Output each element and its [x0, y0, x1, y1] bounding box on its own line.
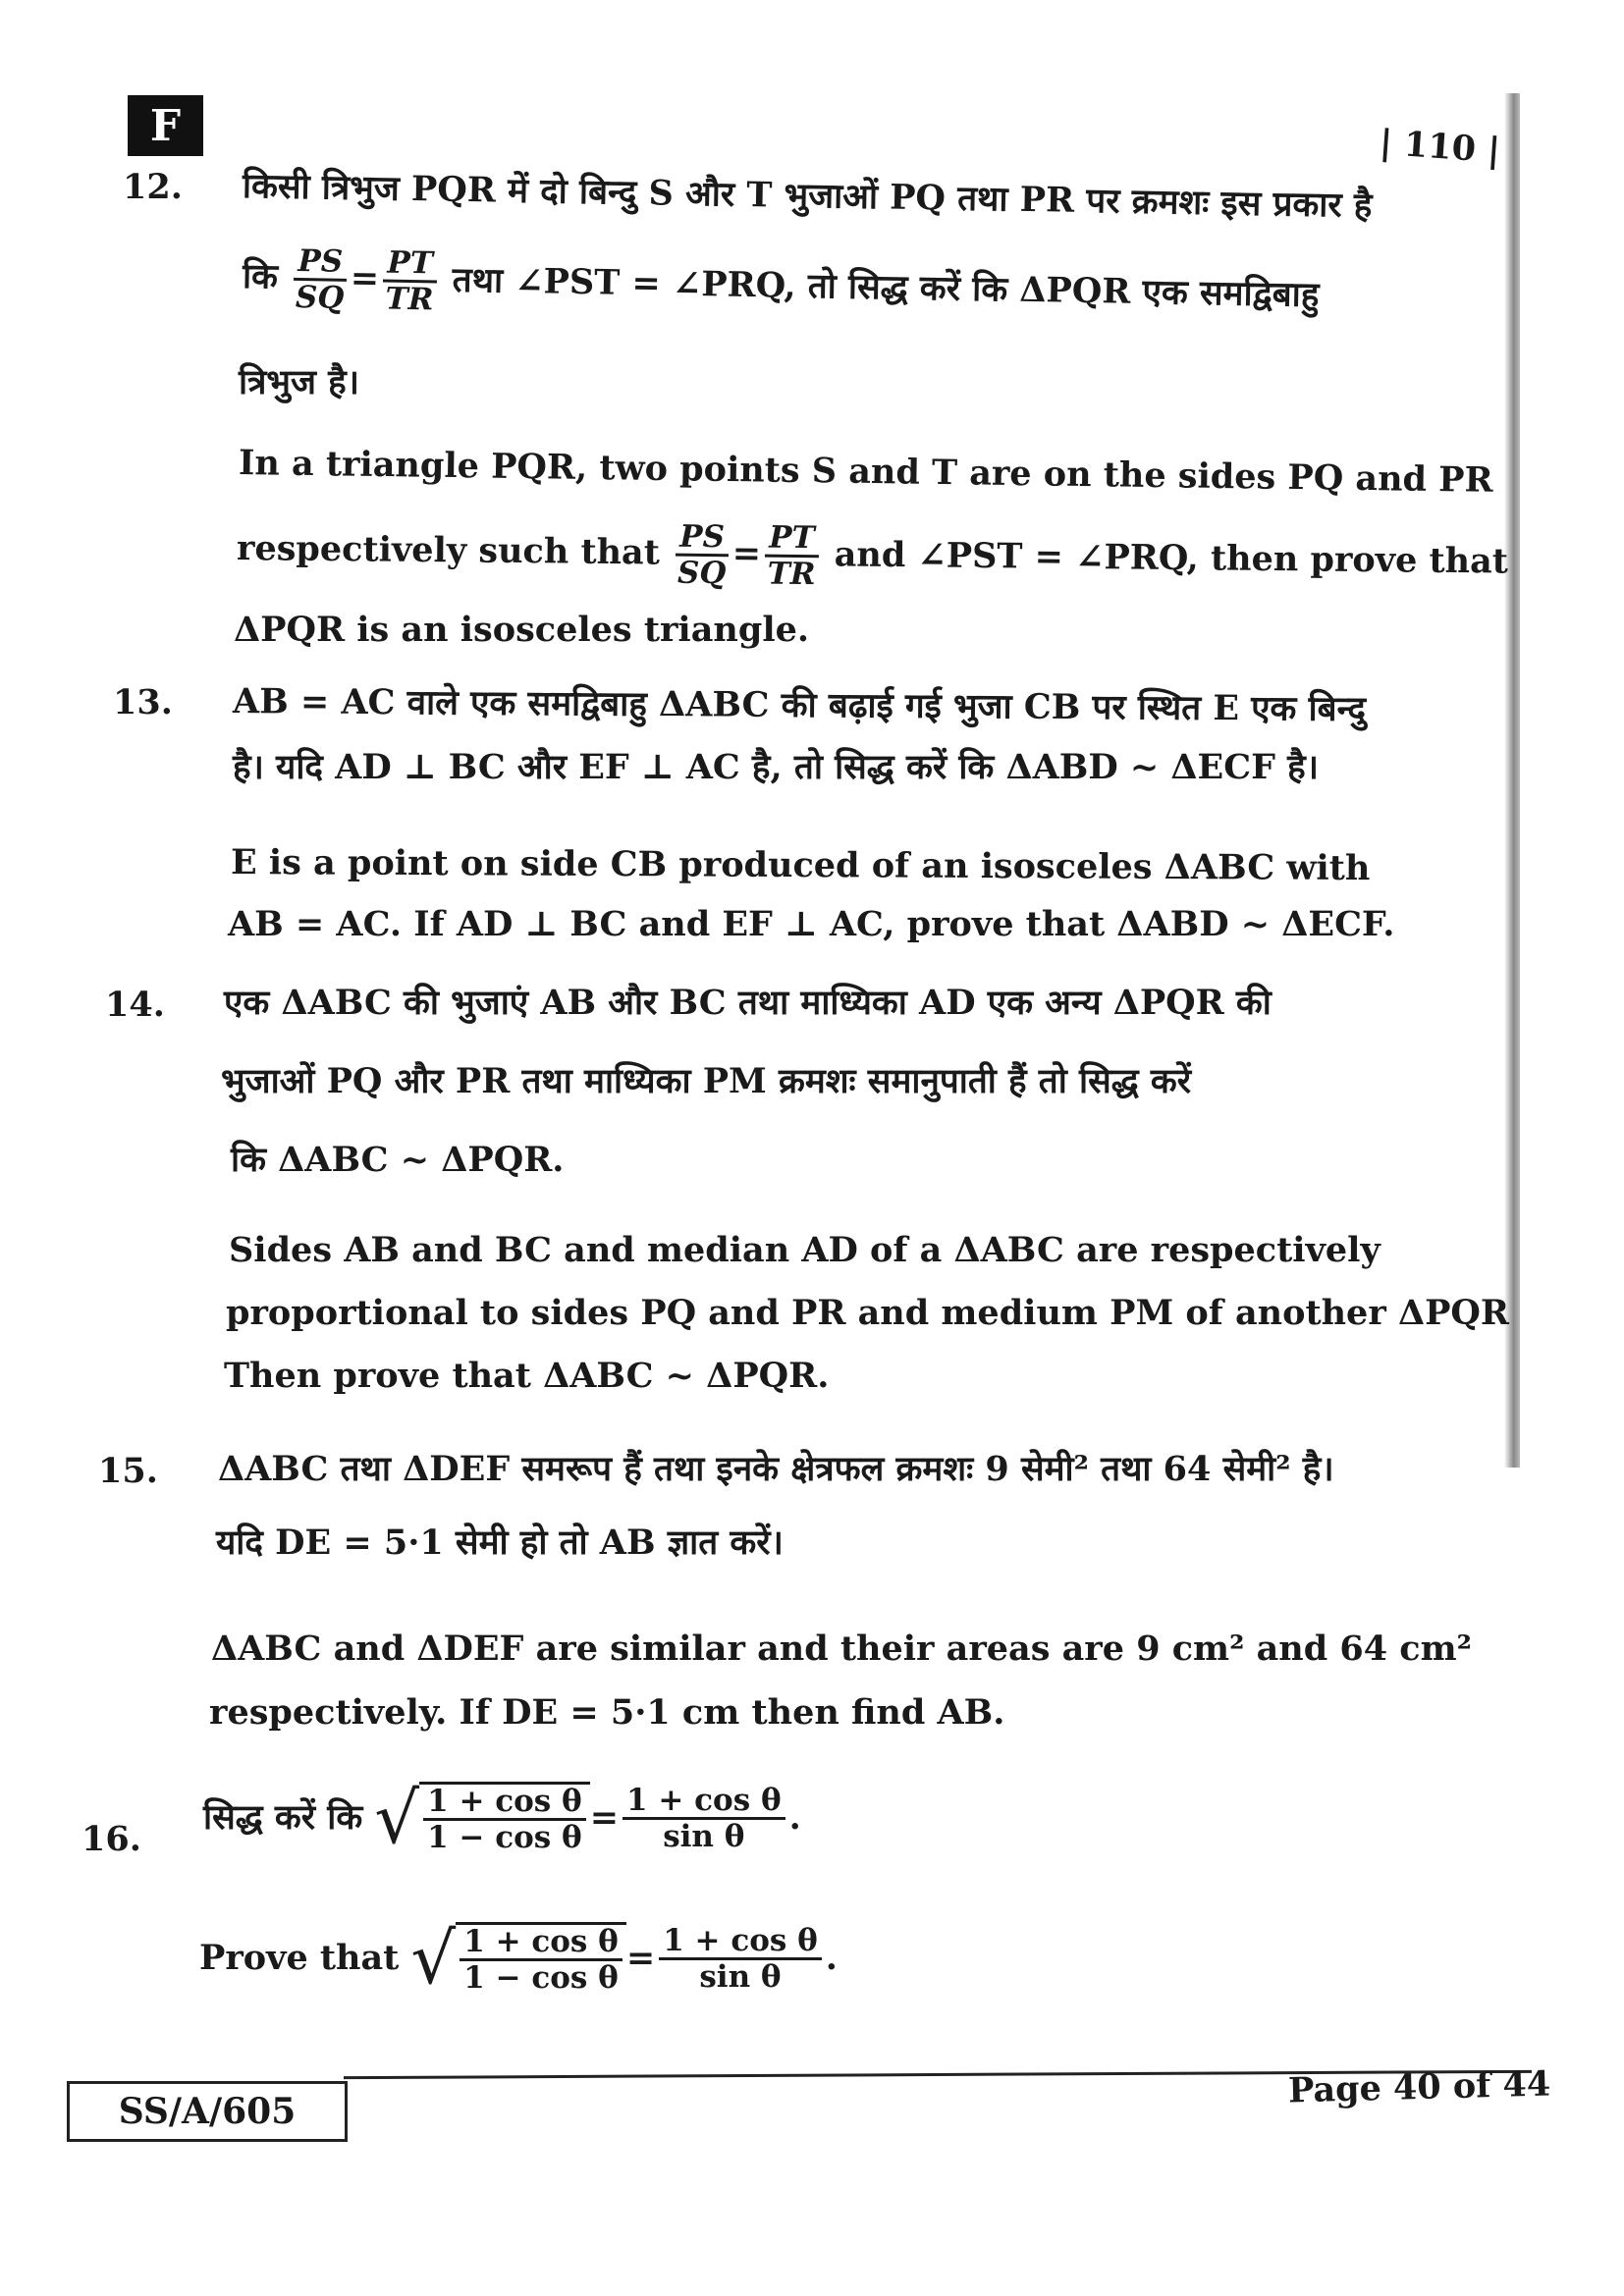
equals: =	[625, 1938, 656, 1978]
text: Prove that	[199, 1938, 400, 1978]
numerator: PS	[676, 520, 729, 558]
q13-hindi-line1: AB = AC वाले एक समद्विबाहु ΔABC की बढ़ाई गई भुजा CB पर स्थित E एक बिन्दु	[232, 681, 1367, 730]
q12-english-line2	[237, 515, 1509, 599]
text: कि	[242, 256, 279, 297]
q14-english-line2: proportional to sides PQ and PR and medium PM of another ΔPQR	[226, 1293, 1509, 1333]
question-number: 15.	[98, 1451, 158, 1491]
q13-english-line2: AB = AC. If AD ⊥ BC and EF ⊥ AC, prove that ΔABD ~ ΔECF.	[228, 904, 1395, 944]
question-number: 13.	[113, 682, 173, 722]
q14-english-line3: Then prove that ΔABC ~ ΔPQR.	[224, 1356, 830, 1396]
denominator: sin θ	[699, 1958, 782, 1995]
fraction	[765, 521, 819, 592]
q14-hindi-line2: भुजाओं PQ और PR तथा माध्यिका PM क्रमशः समानुपाती हैं तो सिद्ध करें	[221, 1061, 1192, 1101]
numerator: PT	[765, 521, 819, 559]
denominator: SQ	[295, 279, 345, 316]
text: सिद्ध करें कि	[203, 1797, 363, 1838]
denominator: TR	[767, 556, 816, 593]
fraction	[659, 1924, 822, 1994]
fraction	[676, 520, 729, 591]
q14-english-line1: Sides AB and BC and median AD of a ΔABC are respectively	[229, 1230, 1380, 1270]
question-number: 16.	[81, 1819, 141, 1859]
q16-english	[199, 1917, 838, 2000]
q12-hindi-line1: किसी त्रिभुज PQR में दो बिन्दु S और T भुजाओं PQ तथा PR पर क्रमशः इस प्रकार है	[242, 166, 1373, 227]
q12-hindi-line3: त्रिभुज है।	[239, 362, 359, 402]
page-number: Page 40 of 44	[1287, 2063, 1551, 2111]
q13-english-line1: E is a point on side CB produced of an isosceles ΔABC with	[230, 842, 1371, 889]
fraction	[294, 244, 348, 315]
radical-sign-icon: √	[410, 1917, 457, 2000]
q12-english-line1: In a triangle PQR, two points S and T are on the sides PQ and PR	[238, 443, 1493, 501]
numerator: 1 + cos θ	[423, 1785, 586, 1821]
period: .	[825, 1938, 838, 1978]
paper-code: SS/A/605	[67, 2081, 348, 2142]
numerator: 1 + cos θ	[623, 1784, 785, 1820]
fraction	[383, 246, 438, 317]
q15-hindi-line1: ΔABC तथा ΔDEF समरूप हैं तथा इनके क्षेत्रफल क्रमशः 9 सेमी² तथा 64 सेमी² है।	[218, 1449, 1334, 1489]
fraction	[623, 1784, 785, 1853]
q12-hindi-line2	[242, 243, 1320, 332]
denominator: SQ	[677, 555, 727, 592]
denominator: sin θ	[663, 1818, 745, 1854]
q15-english-line2: respectively. If DE = 5·1 cm then find AB.	[209, 1692, 1005, 1733]
q14-hindi-line3: कि ΔABC ~ ΔPQR.	[231, 1140, 565, 1180]
radical-sign-icon: √	[374, 1777, 420, 1859]
denominator: 1 − cos θ	[463, 1960, 619, 1996]
marks-label: | 110 |	[1378, 122, 1502, 172]
q12-english-line3: ΔPQR is an isosceles triangle.	[234, 610, 810, 650]
equals: =	[589, 1797, 620, 1838]
numerator: 1 + cos θ	[659, 1924, 822, 1960]
denominator: 1 − cos θ	[427, 1820, 582, 1855]
q15-hindi-line2: यदि DE = 5·1 सेमी हो तो AB ज्ञात करें।	[216, 1522, 784, 1563]
text: and ∠PST = ∠PRQ, then prove that	[834, 534, 1509, 582]
q16-hindi	[203, 1777, 801, 1859]
set-label: F	[128, 95, 203, 156]
q15-english-line1: ΔABC and ΔDEF are similar and their areas are 9 cm² and 64 cm²	[211, 1629, 1472, 1669]
numerator: 1 + cos θ	[460, 1925, 623, 1961]
equals: =	[350, 257, 380, 299]
text: respectively such that	[236, 528, 661, 573]
square-root	[410, 1917, 626, 2000]
q14-hindi-line1: एक ΔABC की भुजाएं AB और BC तथा माध्यिका AD एक अन्य ΔPQR की	[224, 983, 1272, 1023]
numerator: PS	[294, 244, 347, 282]
text: तथा ∠PST = ∠PRQ, तो सिद्ध करें कि ΔPQR एक समद्विबाहु	[452, 259, 1320, 316]
square-root	[374, 1777, 590, 1859]
period: .	[788, 1797, 801, 1838]
numerator: PT	[383, 246, 437, 284]
q13-hindi-line2: है। यदि AD ⊥ BC और EF ⊥ AC है, तो सिद्ध करें कि ΔABD ~ ΔECF है।	[233, 747, 1319, 787]
equals: =	[731, 533, 762, 574]
denominator: TR	[385, 281, 434, 318]
scan-edge-shadow	[1504, 93, 1520, 1468]
question-number: 12.	[123, 167, 183, 207]
question-number: 14.	[105, 985, 165, 1025]
